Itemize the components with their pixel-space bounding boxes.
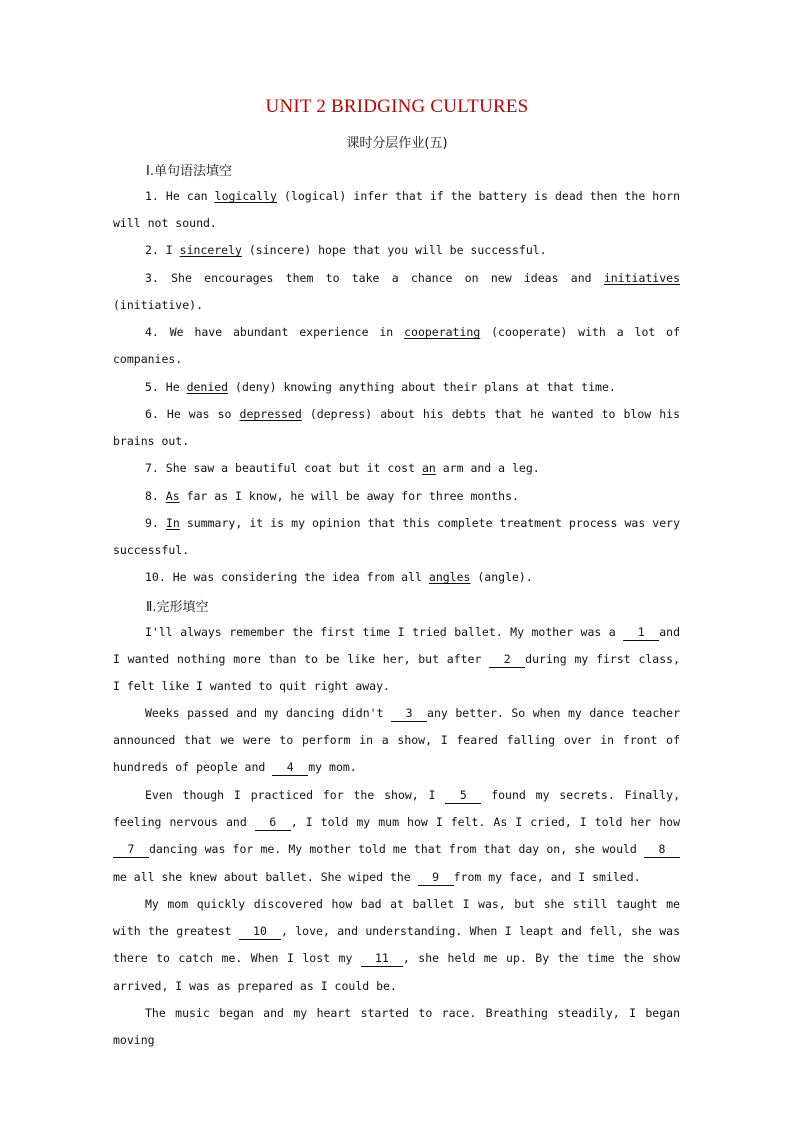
question-5 [113, 374, 680, 401]
answer: denied [186, 380, 229, 394]
answer: As [165, 489, 180, 503]
question-text: (logical) infer that if the battery is dead then the horn will not sound. [113, 189, 680, 231]
blank-3[interactable]: 3 [391, 706, 427, 722]
question-number: 3. [145, 271, 159, 285]
question-9 [113, 510, 680, 564]
question-text: She saw a beautiful coat but it cost [158, 461, 422, 475]
question-text: (angle). [470, 570, 533, 584]
question-number: 10. [145, 570, 166, 584]
question-text: I [158, 243, 180, 257]
passage-paragraph-3 [113, 782, 680, 891]
question-text: She encourages them to take a chance on new ideas and [158, 271, 604, 285]
passage-text: Weeks passed and my dancing didn't [145, 706, 392, 720]
question-text: He was considering the idea from all [165, 570, 429, 584]
question-number: 2. [145, 243, 159, 257]
question-text: He can [158, 189, 215, 203]
passage-paragraph-5 [113, 1000, 680, 1054]
passage-paragraph-1 [113, 619, 680, 701]
question-text [159, 489, 166, 503]
question-number: 5. [145, 380, 159, 394]
question-number: 8. [145, 489, 159, 503]
passage-text: , I told my mum how I felt. As I cried, I told her how [290, 815, 680, 830]
question-3 [113, 265, 680, 319]
question-7 [113, 455, 680, 482]
question-6 [113, 401, 680, 455]
passage-text: my mom. [308, 760, 357, 775]
blank-9[interactable]: 9 [418, 870, 454, 886]
blank-8[interactable]: 8 [644, 842, 680, 858]
passage-text: Even though I practiced for the show, I [145, 788, 446, 802]
section1-heading: Ⅰ.单句语法填空 [146, 164, 232, 179]
question-text: He was so [158, 407, 240, 421]
question-text: (sincere) hope that you will be successful. [241, 243, 547, 257]
question-text: He [158, 380, 187, 394]
answer: initiatives [603, 271, 680, 285]
passage-text: , love, and understanding. When I leapt and fell, she was there to catch me. When I lost my [113, 924, 680, 966]
answer: angles [428, 570, 471, 584]
question-text: (initiative). [113, 298, 204, 313]
question-text: We have abundant experience in [158, 325, 405, 339]
question-text: arm and a leg. [435, 461, 540, 475]
passage-text: I'll always remember the first time I tried ballet. My mother was a [145, 625, 624, 639]
question-text: (depress) about his debts that he wanted to blow his brains out. [113, 407, 680, 449]
section2-heading: Ⅱ.完形填空 [146, 600, 209, 615]
document-subtitle: 课时分层作业(五) [346, 136, 448, 151]
passage-text: My mom quickly discovered how bad at ballet I was, but she still taught me with the greatest [113, 897, 680, 939]
blank-6[interactable]: 6 [255, 815, 291, 831]
document-title: UNIT 2 BRIDGING CULTURES [265, 96, 529, 117]
question-number: 9. [145, 516, 159, 530]
question-number: 4. [145, 325, 159, 339]
answer: depressed [239, 407, 302, 421]
passage-text: dancing was for me. My mother told me that from that day on, she would [149, 842, 644, 857]
question-1 [113, 183, 680, 237]
answer: sincerely [179, 243, 242, 257]
question-text: summary, it is my opinion that this complete treatment process was very successful. [113, 516, 680, 558]
passage-text: found my secrets. Finally, feeling nervous and [113, 788, 680, 830]
passage-text: from my face, and I smiled. [453, 869, 641, 884]
passage-paragraph-2 [113, 700, 680, 782]
blank-5[interactable]: 5 [445, 788, 481, 804]
blank-2[interactable]: 2 [489, 652, 525, 668]
question-10 [113, 564, 680, 591]
blank-11[interactable]: 11 [361, 951, 403, 967]
question-text: (deny) knowing anything about their plans at that time. [228, 380, 616, 394]
passage-text: me all she knew about ballet. She wiped the [113, 869, 418, 884]
question-2 [113, 237, 680, 264]
answer: an [421, 461, 436, 475]
passage-text: any better. So when my dance teacher announced that we were to perform in a show, I feared falling over in front of hundreds of people and [113, 706, 681, 775]
question-4 [113, 319, 680, 373]
passage-text: The music began and my heart started to race. Breathing steadily, I began moving [113, 1006, 680, 1048]
passage-text: during my first class, I felt like I wanted to quit right away. [113, 652, 681, 694]
question-number: 6. [145, 407, 159, 421]
blank-4[interactable]: 4 [272, 760, 308, 776]
blank-7[interactable]: 7 [113, 842, 149, 858]
passage-text: and I wanted nothing more than to be like her, but after [113, 625, 680, 667]
blank-10[interactable]: 10 [239, 924, 281, 940]
passage-text: , she held me up. By the time the show arrived, I was as prepared as I could be. [113, 951, 680, 993]
question-8 [113, 483, 680, 510]
question-text [159, 516, 166, 530]
answer: In [165, 516, 180, 530]
question-text: (cooperate) with a lot of companies. [113, 325, 681, 367]
blank-1[interactable]: 1 [623, 625, 659, 641]
passage-paragraph-4 [113, 891, 680, 1000]
answer: cooperating [404, 325, 481, 339]
question-text: far as I know, he will be away for three months. [179, 489, 519, 503]
question-number: 7. [145, 461, 159, 475]
answer: logically [214, 189, 277, 203]
question-number: 1. [145, 189, 159, 203]
